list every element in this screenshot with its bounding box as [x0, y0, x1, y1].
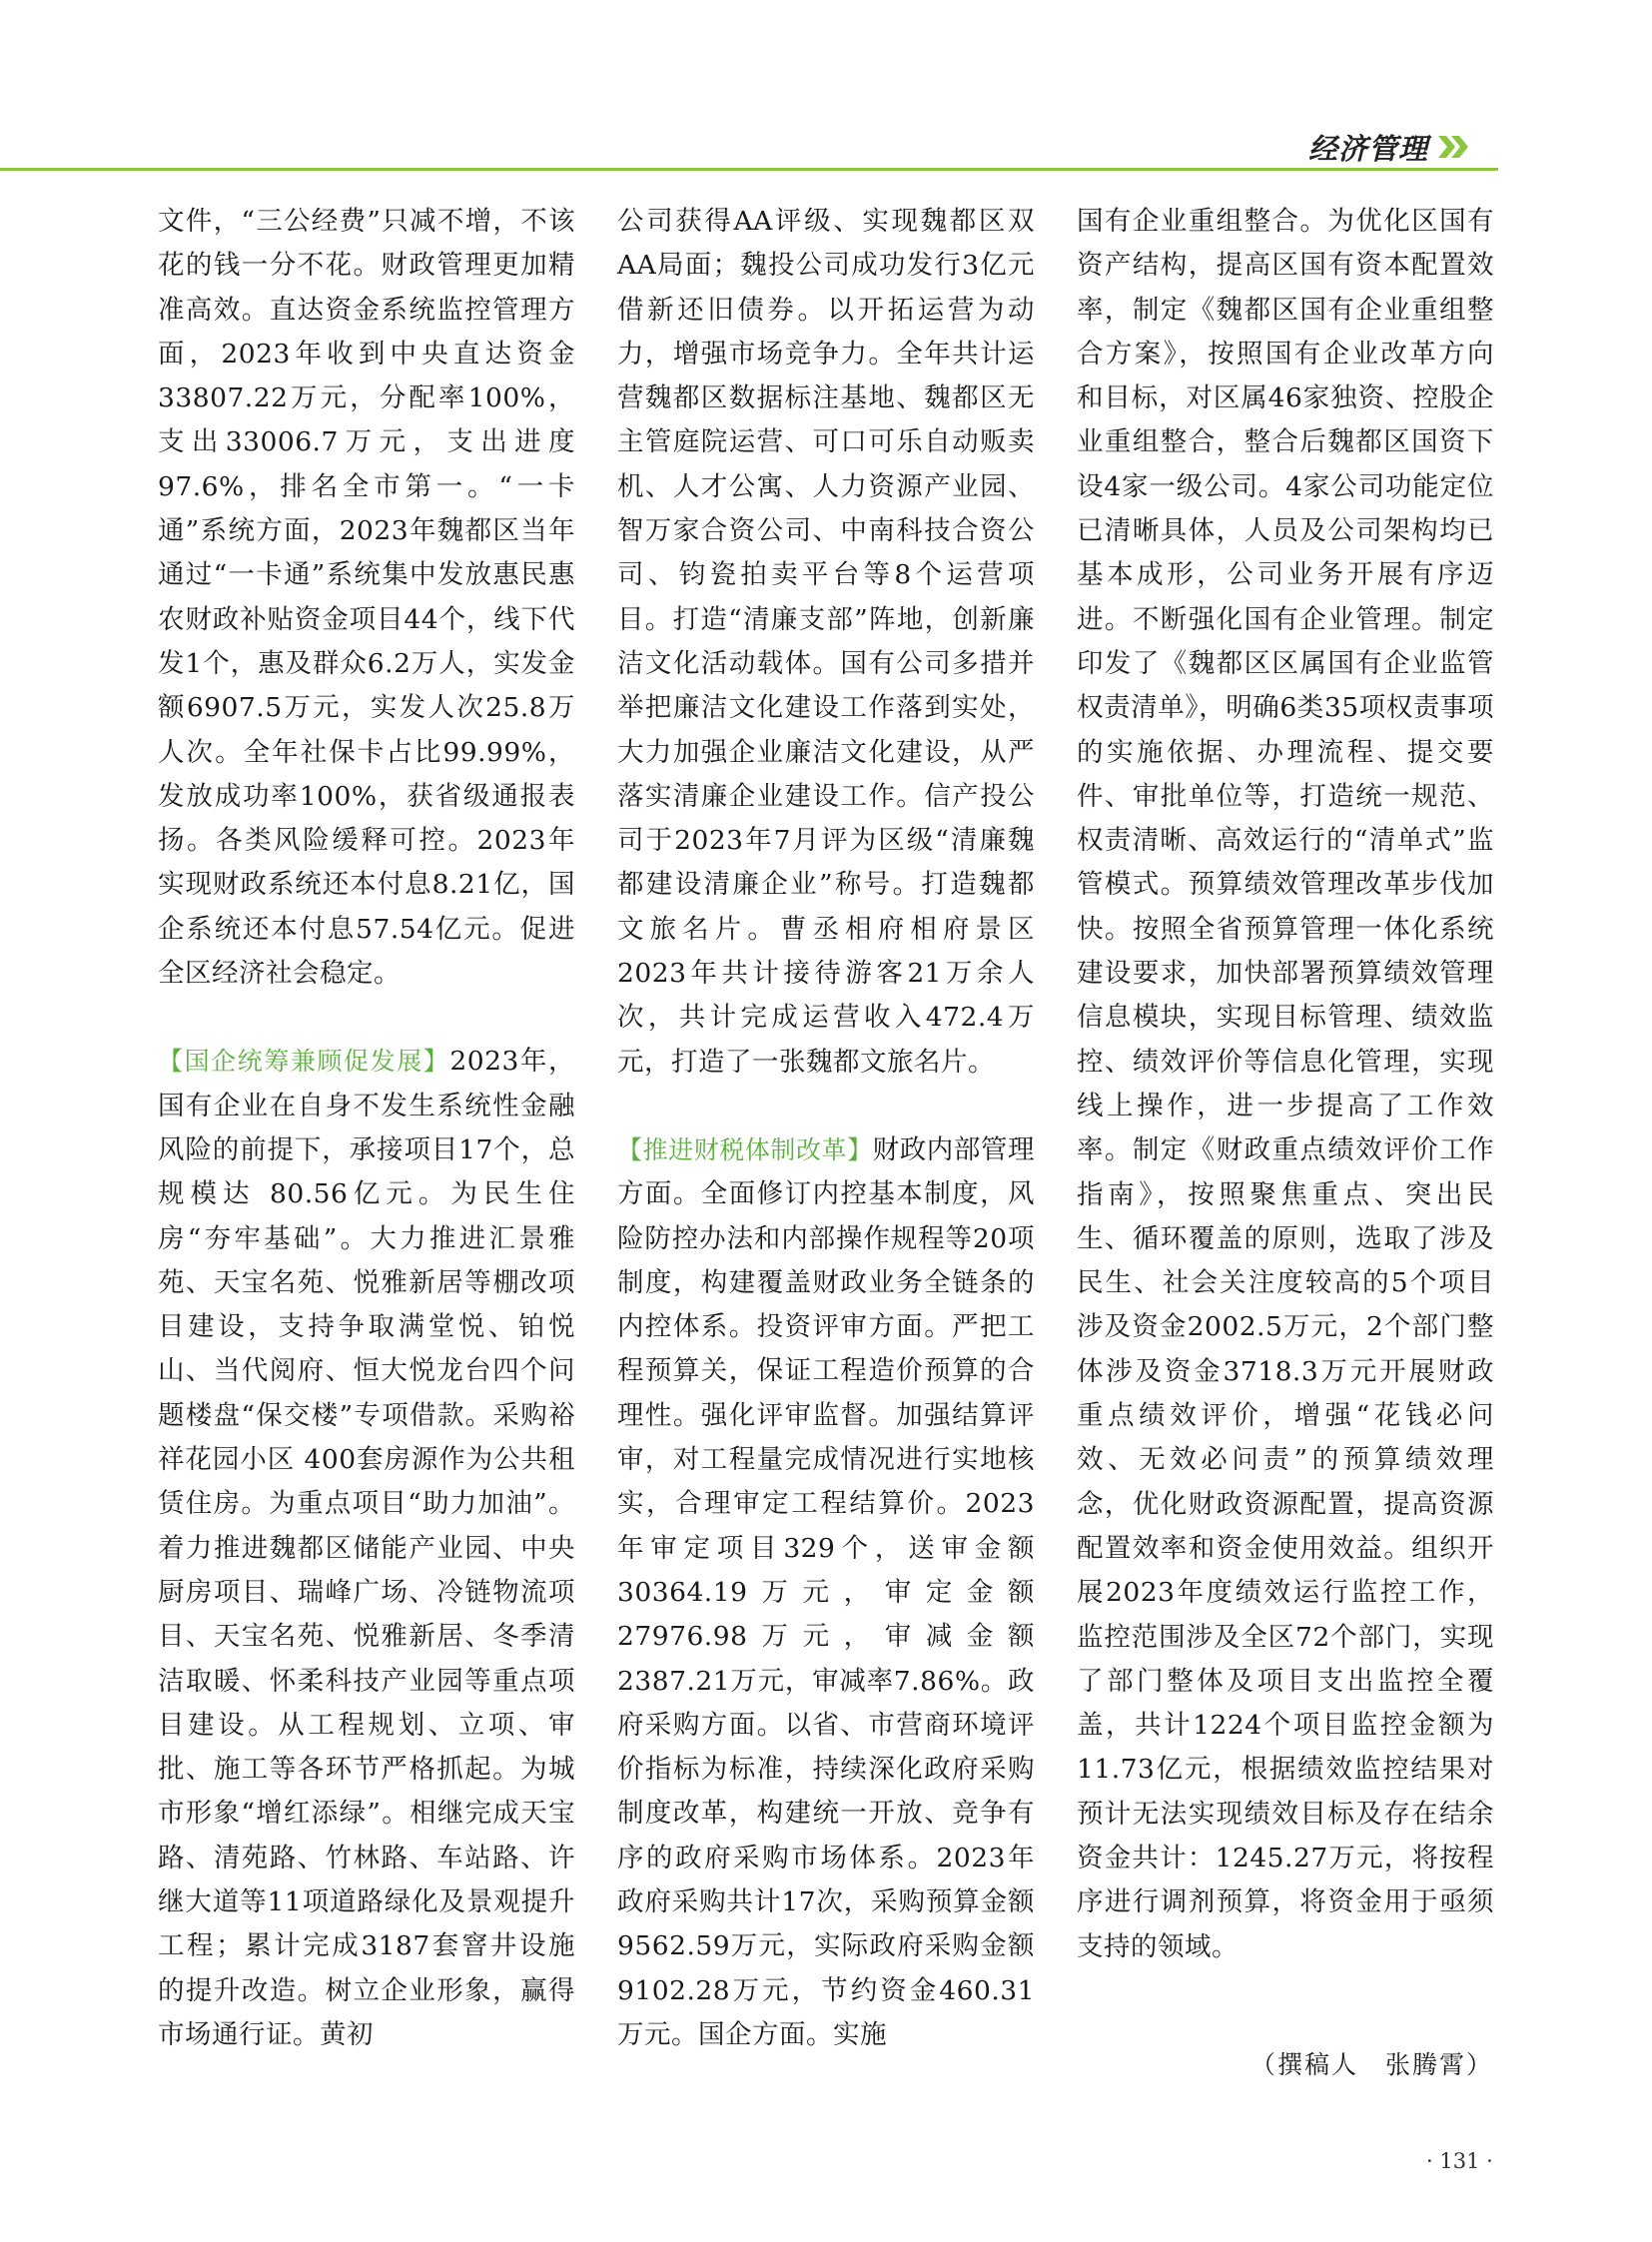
section-heading: 【国企统筹兼顾促发展】 [158, 1047, 450, 1077]
body-paragraph [617, 1128, 1035, 2057]
body-paragraph: 文件，“三公经费”只减不增，不该花的钱一分不花。财政管理更加精准高效。直达资金系统监控管理方面，2023年收到中央直达资金33807.22万元，分配率100%，支出33006.7万元，支出进度97.6%，排名全市第一。“一卡通”系统方面，2023年魏都区当年通过“一卡通”系统集中发放惠民惠农财政补贴资金项目44个，线下代发1个，惠及群众6.2万人，实发金额6907.5万元，实发人次25.8万人次。全年社保卡占比99.99%，发放成功率100%，获省级通报表扬。各类风险缓释可控。2023年实现财政系统还本付息8.21亿，国企系统还本付息57.54亿元。促进全区经济社会稳定。 [158, 206, 575, 990]
text-column-1 [158, 200, 575, 2057]
paragraph-text: 财政内部管理方面。全面修订内控基本制度，风险防控办法和内部操作规程等20项制度，构建覆盖财政业务全链条的内控体系。投资评审方面。严把工程预算关，保证工程造价预算的合理性。强化评审监督。加强结算评审，对工程量完成情况进行实地核实，合理审定工程结算价。2023年审定项目329个，送审金额30364.19万元，审定金额27976.98万元，审减金额2387.21万元，审减率7.86%。政府采购方面。以省、市营商环境评价指标为标准，持续深化政府采购制度改革，构建统一开放、竞争有序的政府采购市场体系。2023年政府采购共计17次，采购预算金额9562.59万元，实际政府采购金额9102.28万元，节约资金460.31万元。国企方面。实施 [617, 1133, 1036, 2050]
body-paragraph: 公司获得AA评级、实现魏都区双AA局面；魏投公司成功发行3亿元借新还旧债券。以开拓运营为动力，增强市场竞争力。全年共计运营魏都区数据标注基地、魏都区无主管庭院运营、可口可乐自动贩卖机、人才公寓、人力资源产业园、智万家合资公司、中南科技合资公司、钧瓷拍卖平台等8个运营项目。打造“清廉支部”阵地，创新廉洁文化活动载体。国有公司多措并举把廉洁文化建设工作落到实处，大力加强企业廉洁文化建设，从严落实清廉企业建设工作。信产投公司于2023年7月评为区级“清廉魏都建设清廉企业”称号。打造魏都文旅名片。曹丞相府相府景区2023年共计接待游客21万余人次，共计完成运营收入472.4万元，打造了一张魏都文旅名片。 [617, 206, 1035, 1078]
body-paragraph: 国有企业重组整合。为优化区国有资产结构，提高区国有资本配置效率，制定《魏都区国有企业重组整合方案》，按照国有企业改革方向和目标，对区属46家独资、控股企业重组整合，整合后魏都区国资下设4家一级公司。4家公司功能定位已清晰具体，人员及公司架构均已基本成形，公司业务开展有序迈进。不断强化国有企业管理。制定印发了《魏都区区属国有企业监管权责清单》，明确6类35项权责事项的实施依据、办理流程、提交要件、审批单位等，打造统一规范、权责清晰、高效运行的“清单式”监管模式。预算绩效管理改革步伐加快。按照全省预算管理一体化系统建设要求，加快部署预算绩效管理信息模块，实现目标管理、绩效监控、绩效评价等信息化管理，实现线上操作，进一步提高了工作效率。制定《财政重点绩效评价工作指南》，按照聚焦重点、突出民生、循环覆盖的原则，选取了涉及民生、社会关注度较高的5个项目涉及资金2002.5万元，2个部门整体涉及资金3718.3万元开展财政重点绩效评价，增强“花钱必问效、无效必问责”的预算绩效理念，优化财政资源配置，提高资源配置效率和资金使用效益。组织开展2023年度绩效运行监控工作，监控范围涉及全区72个部门，实现了部门整体及项目支出监控全覆盖，共计1224个项目监控金额为11.73亿元，根据绩效监控结果对预计无法实现绩效目标及存在结余资金共计：1245.27万元，将按程序进行调剂预算，将资金用于亟须支持的领域。 [1077, 206, 1494, 1962]
section-title: 经济管理 [1308, 132, 1429, 166]
body-paragraph [158, 1040, 575, 2057]
text-column-2 [617, 200, 1035, 2057]
author-byline: （撰稿人 张腾霄） [1250, 2050, 1494, 2079]
page-number: · 131 · [1426, 2149, 1493, 2173]
double-chevron-right-icon [1436, 134, 1472, 160]
text-column-3 [1077, 200, 1494, 1969]
header-rule [0, 168, 1498, 171]
paragraph-text: 2023年，国有企业在自身不发生系统性金融风险的前提下，承接项目17个，总规模达 80.56亿元。为民生住房“夯牢基础”。大力推进汇景雅苑、天宝名苑、悦雅新居等棚改项目建设，支持争取满堂悦、铂悦山、当代阅府、恒大悦龙台四个问题楼盘“保交楼”专项借款。采购裕祥花园小区 400套房源作为公共租赁住房。为重点项目“助力加油”。着力推进魏都区储能产业园、中央厨房项目、瑞峰广场、冷链物流项目、天宝名苑、悦雅新居、冬季清洁取暖、怀柔科技产业园等重点项目建设。从工程规划、立项、审批、施工等各环节严格抓起。为城市形象“增红添绿”。相继完成天宝路、清苑路、竹林路、车站路、许继大道等11项道路绿化及景观提升工程；累计完成3187套窨井设施的提升改造。树立企业形象，赢得市场通行证。黄初 [158, 1046, 575, 2050]
section-heading: 【推进财税体制改革】 [617, 1134, 873, 1164]
